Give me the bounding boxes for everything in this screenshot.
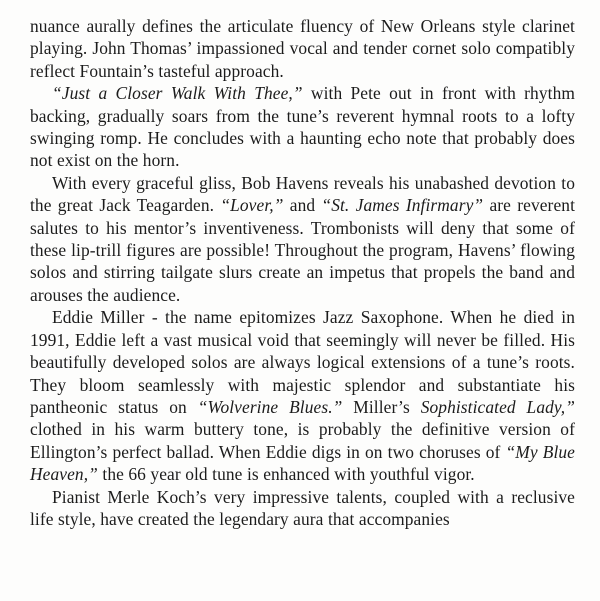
paragraph: [30, 306, 575, 485]
body-text-run: With every graceful gliss, Bob Havens reveals his unabashed devotion to the great Jack Teagarden.: [30, 172, 575, 216]
paragraph: [30, 82, 575, 172]
body-text-run: the 66 year old tune is enhanced with youthful vigor.: [97, 464, 475, 485]
paragraph: [30, 15, 575, 82]
song-title-text: “St. James Infirmary”: [321, 195, 484, 216]
song-title-text: “Just a Closer Walk With Thee,”: [52, 83, 303, 104]
body-text-run: Pianist Merle Koch’s very impressive talents, coupled with a reclusive life style, have created the legendary aura that accompanies: [30, 486, 575, 529]
body-text-run: clothed in his warm buttery tone, is probably the definitive version of Ellington’s perfect ballad. When Eddie digs in on two choruses of: [30, 419, 575, 462]
liner-notes-text: [30, 15, 575, 530]
body-text-run: Miller’s: [342, 396, 421, 417]
paragraph: [30, 486, 575, 531]
body-text-run: with Pete out in front with rhythm backing, gradually soars from the tune’s reverent hymnal roots to a lofty swinging romp. He concludes with a haunting echo note that probably does not exist on the horn.: [30, 83, 576, 171]
song-title-text: “Wolverine Blues.”: [197, 396, 343, 417]
song-title-text: Sophisticated Lady,”: [420, 396, 575, 417]
song-title-text: “My Blue Heaven,”: [30, 441, 575, 485]
body-text-run: nuance aurally defines the articulate fluency of New Orleans style clarinet playing. John Thomas’ impassioned vocal and tender cornet solo compatibly reflect Fountain’s tasteful approach.: [30, 16, 575, 81]
body-text-run: are reverent salutes to his mentor’s inventiveness. Trombonists will deny that some of these lip-trill figures are possible! Throughout the program, Havens’ flowing solos and stirring tailgate slurs create an impetus that propels the band and arouses the audience.: [30, 195, 575, 305]
paragraph: [30, 172, 575, 306]
body-text-run: and: [283, 195, 322, 216]
body-text-run: Eddie Miller - the name epitomizes Jazz Saxophone. When he died in 1991, Eddie left a vast musical void that seemingly will never be filled. His beautifully developed solos are always logical extensions of a tune’s roots. They bloom seamlessly with majestic splendor and substantiate his pantheonic status on: [30, 307, 575, 417]
song-title-text: “Lover,”: [220, 195, 284, 216]
